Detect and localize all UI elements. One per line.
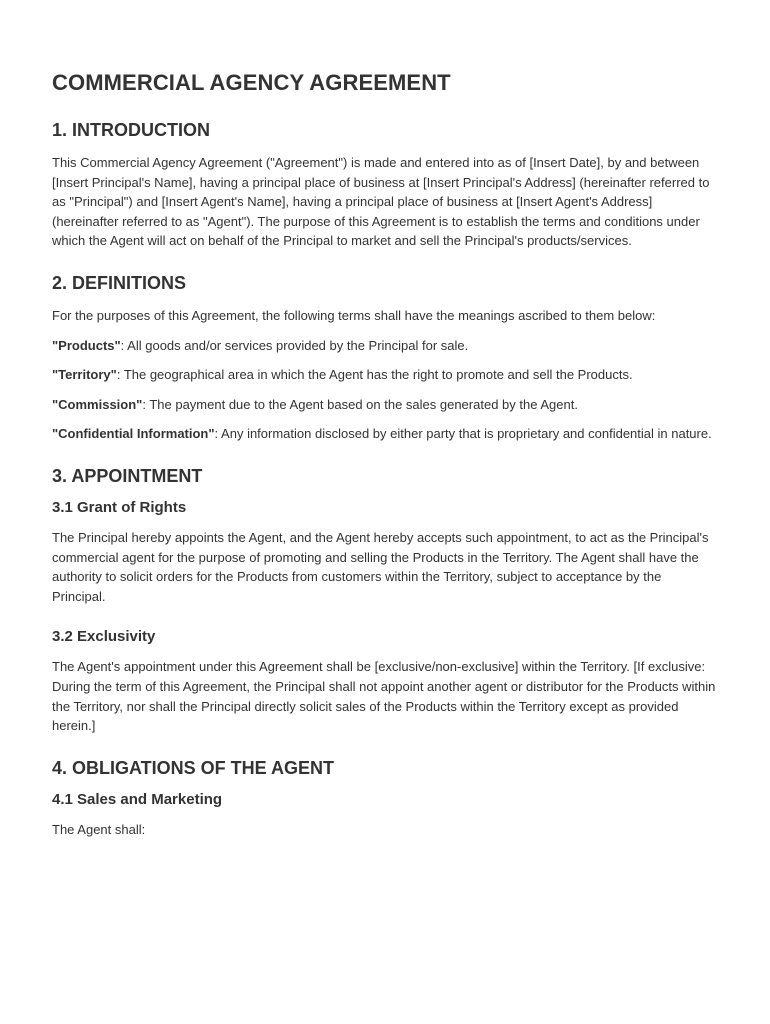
section-appointment [52,466,718,736]
introduction-heading: 1. INTRODUCTION [52,120,211,140]
definition-term: "Commission" [52,396,143,412]
obligations-heading: 4. OBLIGATIONS OF THE AGENT [52,757,335,778]
exclusivity-paragraph: The Agent's appointment under this Agreement shall be [exclusive/non-exclusive] within the Territory. [If exclusive: During the term of this Agreement, the Principal shall not appoint another agent or distributor for the Products within the Territory, nor shall the Principal directly solicit sales of the Products within the Territory except as provided herein.] [52,659,716,734]
definition-text: : The geographical area in which the Agent has the right to promote and sell the Products. [116,367,633,383]
definition-term: "Products" [52,337,121,353]
definition-term: "Confidential Information" [52,426,215,442]
sales-and-marketing-paragraph: The Agent shall: [52,821,146,837]
definition-text: : The payment due to the Agent based on the sales generated by the Agent. [142,396,578,412]
definitions-intro: For the purposes of this Agreement, the following terms shall have the meanings ascribed to them below: [52,307,656,323]
grant-of-rights-paragraph: The Principal hereby appoints the Agent, and the Agent hereby accepts such appointment, to act as the Principal's commercial agent for the purpose of promoting and selling the Products in the Territory. The Agent shall have the authority to solicit orders for the Products from customers within the Territory, subject to acceptance by the Principal. [52,529,709,604]
exclusivity-heading: 3.2 Exclusivity [52,628,156,646]
section-obligations [52,758,718,840]
appointment-heading: 3. APPOINTMENT [52,465,203,486]
definition-term: "Territory" [52,367,117,383]
section-definitions [52,273,718,444]
sales-and-marketing-heading: 4.1 Sales and Marketing [52,790,223,808]
definition-item-commission [52,395,718,415]
definition-item-products [52,336,718,356]
definition-item-confidential-information [52,424,718,444]
document-title: COMMERCIAL AGENCY AGREEMENT [52,70,451,95]
grant-of-rights-heading: 3.1 Grant of Rights [52,498,187,516]
introduction-paragraph: This Commercial Agency Agreement ("Agreement") is made and entered into as of [Insert Date], by and between [Insert Principal's Name], having a principal place of business at [Insert Principal's Address] (hereinafter referred to as "Principal") and [Insert Agent's Name], having a principal place of business at [Insert Agent's Address] (hereinafter referred to as "Agent"). The purpose of this Agreement is to establish the terms and conditions under which the Agent will act on behalf of the Principal to market and sell the Principal's products/services. [52,155,710,249]
definitions-heading: 2. DEFINITIONS [52,272,187,293]
definition-text: : Any information disclosed by either party that is proprietary and confidential in nature. [214,426,712,442]
definition-text: : All goods and/or services provided by the Principal for sale. [120,337,469,353]
section-introduction [52,120,718,251]
definition-item-territory [52,365,718,385]
